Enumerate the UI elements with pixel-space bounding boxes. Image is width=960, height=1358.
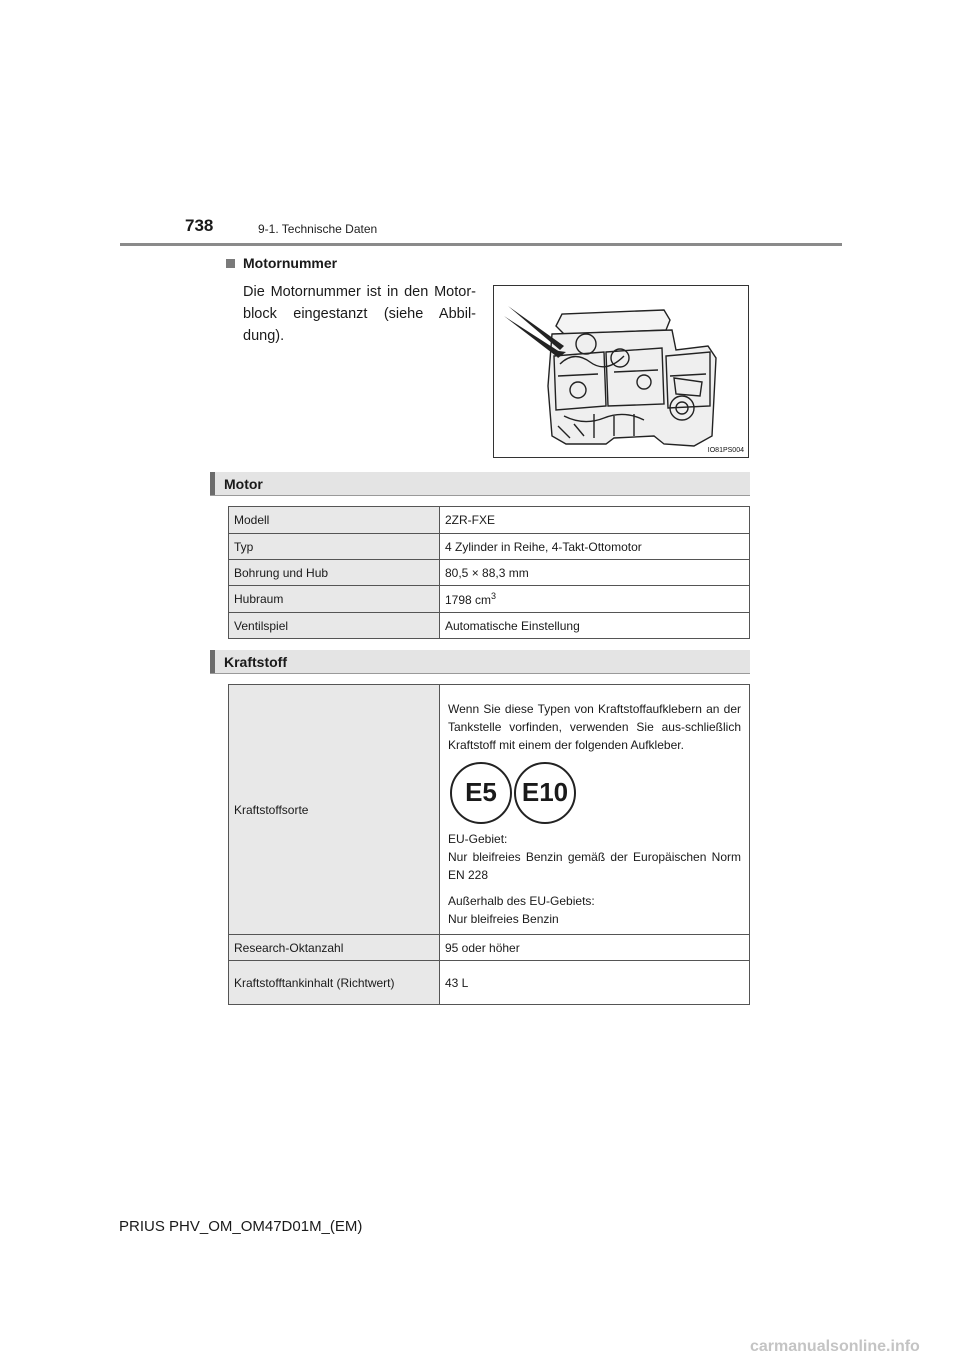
spec-key: Modell	[229, 507, 440, 534]
spec-key: Ventilspiel	[229, 613, 440, 639]
displacement-unit-exponent: 3	[491, 591, 497, 601]
fuel-badge-e5: E5	[450, 762, 512, 824]
table-row	[229, 586, 750, 613]
table-row	[229, 935, 750, 961]
non-eu-region-label: Außerhalb des EU-Gebiets:	[448, 893, 595, 908]
motor-spec-table	[228, 506, 750, 639]
engine-block-drawing	[494, 286, 748, 457]
page-number: 738	[185, 216, 214, 235]
non-eu-region-text: Nur bleifreies Benzin	[448, 911, 559, 926]
spec-value: Automatische Einstellung	[440, 613, 750, 639]
engine-illustration	[493, 285, 749, 458]
section-accent	[210, 650, 215, 673]
table-row	[229, 534, 750, 560]
fuel-sticker-description: Wenn Sie diese Typen von Kraftstoffaufklebern an der Tankstelle vorfinden, verwenden Sie aus-schließlich Kraftstoff mit einem der folgenden Aufkleber.	[448, 701, 741, 752]
table-row	[229, 613, 750, 639]
fuel-type-value	[440, 685, 750, 935]
motor-section-title: Motor	[224, 476, 263, 492]
eu-region-text: Nur bleifreies Benzin gemäß der Europäischen Norm EN 228	[448, 849, 741, 882]
figure-code: IO81PS004	[707, 447, 744, 454]
table-row	[229, 961, 750, 1005]
fuel-badge-e10: E10	[514, 762, 576, 824]
fuel-spec-table	[228, 684, 750, 1005]
engine-number-text: Die Motornummer ist in den Motor-block eingestanzt (siehe Abbil-dung).	[243, 284, 476, 344]
table-row	[229, 560, 750, 586]
fuel-label-badges	[450, 762, 741, 824]
octane-value: 95 oder höher	[440, 935, 750, 961]
engine-number-heading-text: Motornummer	[243, 255, 338, 271]
eu-region-label: EU-Gebiet:	[448, 831, 508, 846]
table-row	[229, 507, 750, 534]
spec-key: Typ	[229, 534, 440, 560]
spec-value	[440, 586, 750, 613]
watermark: carmanualsonline.info	[750, 1338, 920, 1355]
spec-value: 80,5 × 88,3 mm	[440, 560, 750, 586]
tank-capacity-key: Kraftstofftankinhalt (Richtwert)	[229, 961, 440, 1005]
header-divider	[120, 243, 842, 246]
motor-section-bar	[210, 472, 750, 496]
fuel-section-bar	[210, 650, 750, 674]
table-row	[229, 685, 750, 935]
spec-value: 4 Zylinder in Reihe, 4-Takt-Ottomotor	[440, 534, 750, 560]
spec-key: Bohrung und Hub	[229, 560, 440, 586]
displacement-value: 1798 cm	[445, 593, 492, 607]
square-bullet-icon	[226, 259, 235, 268]
fuel-section-title: Kraftstoff	[224, 654, 287, 670]
spec-value: 2ZR-FXE	[440, 507, 750, 534]
section-accent	[210, 472, 215, 495]
octane-key: Research-Oktanzahl	[229, 935, 440, 961]
section-label: 9-1. Technische Daten	[258, 222, 378, 236]
document-code: PRIUS PHV_OM_OM47D01M_(EM)	[119, 1218, 363, 1235]
spec-key: Hubraum	[229, 586, 440, 613]
fuel-type-key: Kraftstoffsorte	[229, 685, 440, 935]
engine-number-heading	[226, 255, 337, 271]
tank-capacity-value: 43 L	[440, 961, 750, 1005]
